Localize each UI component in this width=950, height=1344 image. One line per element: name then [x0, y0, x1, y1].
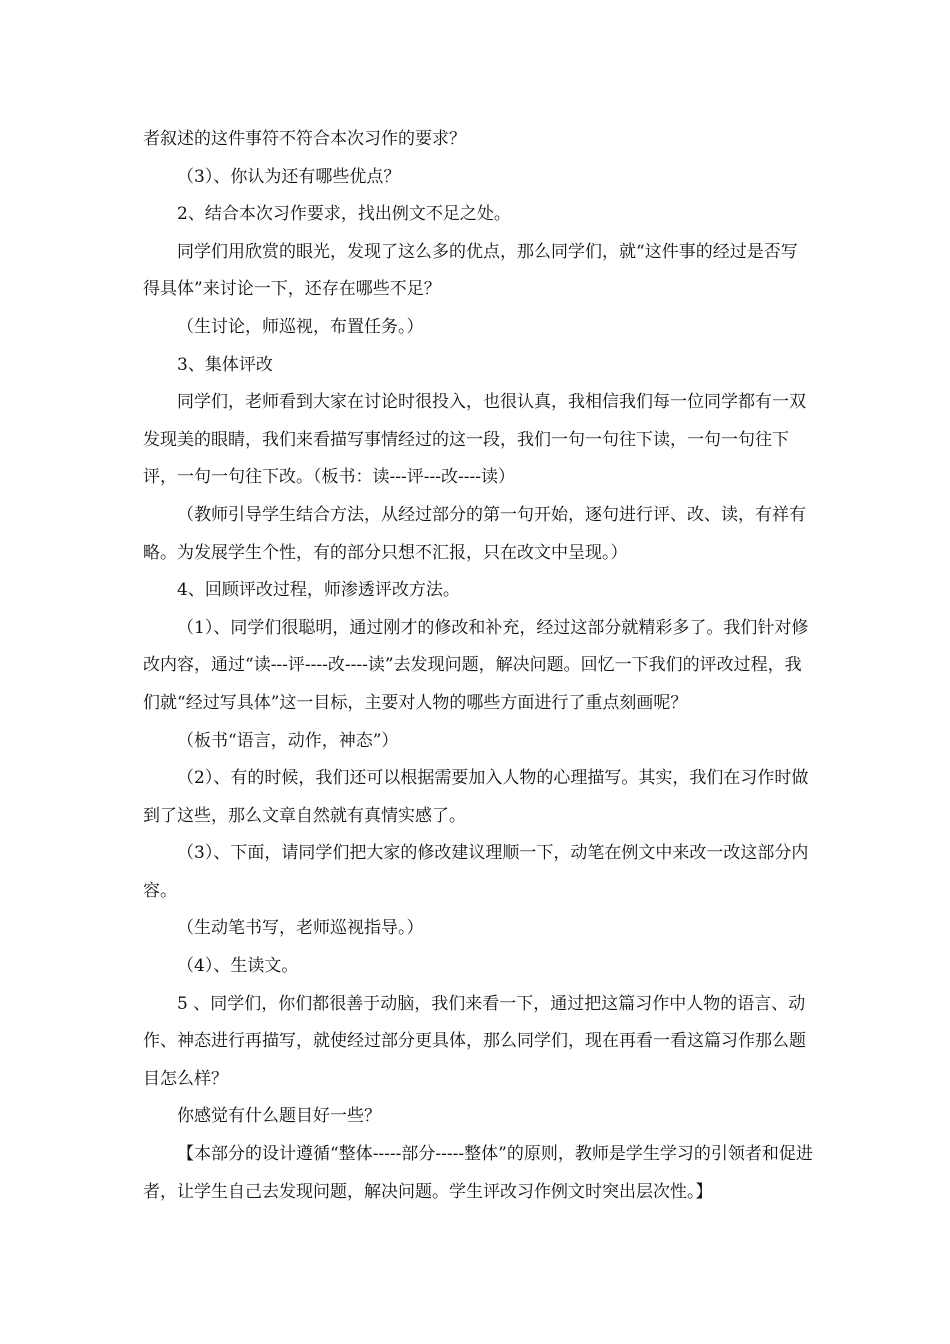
paragraph-student-discussion: （生讨论，师巡视，布置任务。） — [177, 316, 424, 337]
paragraph-review-2: （2）、有的时候，我们还可以根据需要加入人物的心理描写。其实，我们在习作时做到了这些，那么文章自然就有真情实感了。 — [143, 768, 809, 826]
paragraph-step-4: 4、回顾评改过程，师渗透评改方法。 — [177, 580, 460, 601]
paragraph-design-note: 【本部分的设计遵循“整体-----部分-----整体”的原则，教师是学生学习的引领者和促进者，让学生自己去发现问题，解决问题。学生评改习作例文时突出层次性。】 — [143, 1144, 813, 1202]
paragraph-student-writing: （生动笔书写，老师巡视指导。） — [177, 918, 424, 939]
paragraph-step-5: 5 、同学们，你们都很善于动脑，我们来看一下，通过把这篇习作中人物的语言、动作、神态进行再描写，就使经过部分更具体，那么同学们，现在再看一看这篇习作那么题目怎么样？ — [143, 993, 806, 1089]
document-body — [143, 121, 813, 1211]
paragraph-continuation: 者叙述的这件事符不符合本次习作的要求？ — [143, 129, 466, 149]
paragraph-blackboard-note: （板书“语言，动作，神态”） — [177, 730, 399, 751]
paragraph-review-1: （1）、同学们很聪明，通过刚才的修改和补充，经过这部分就精彩多了。我们针对修改内容，通过“读---评----改----读”去发现问题，解决问题。回忆一下我们的评改过程，我们就“经过写具体”这一目标，主要对人物的哪些方面进行了重点刻画呢？ — [143, 617, 809, 713]
paragraph-review-3: （3）、下面，请同学们把大家的修改建议理顺一下，动笔在例文中来改一改这部分内容。 — [143, 843, 809, 901]
paragraph-discussion-prompt: 同学们用欣赏的眼光，发现了这么多的优点，那么同学们，就“这件事的经过是否写得具体”来讨论一下，还存在哪些不足？ — [143, 241, 798, 300]
paragraph-review-4: （4）、生读文。 — [177, 956, 299, 977]
paragraph-teacher-guidance: （教师引导学生结合方法，从经过部分的第一句开始，逐句进行评、改、读，有祥有略。为发展学生个性，有的部分只想不汇报，只在改文中呈现。） — [143, 504, 806, 563]
paragraph-step-3: 3、集体评改 — [177, 354, 273, 375]
paragraph-title-question: 你感觉有什么题目好一些？ — [177, 1106, 381, 1127]
paragraph-item-3-strengths: （3）、你认为还有哪些优点？ — [177, 166, 401, 187]
paragraph-collective-review: 同学们，老师看到大家在讨论时很投入，也很认真，我相信我们每一位同学都有一双发现美的眼睛，我们来看描写事情经过的这一段，我们一句一句往下读，一句一句往下评，一句一句往下改。（板书：读---评---改----读） — [143, 392, 806, 488]
paragraph-step-2: 2、结合本次习作要求，找出例文不足之处。 — [177, 204, 511, 225]
